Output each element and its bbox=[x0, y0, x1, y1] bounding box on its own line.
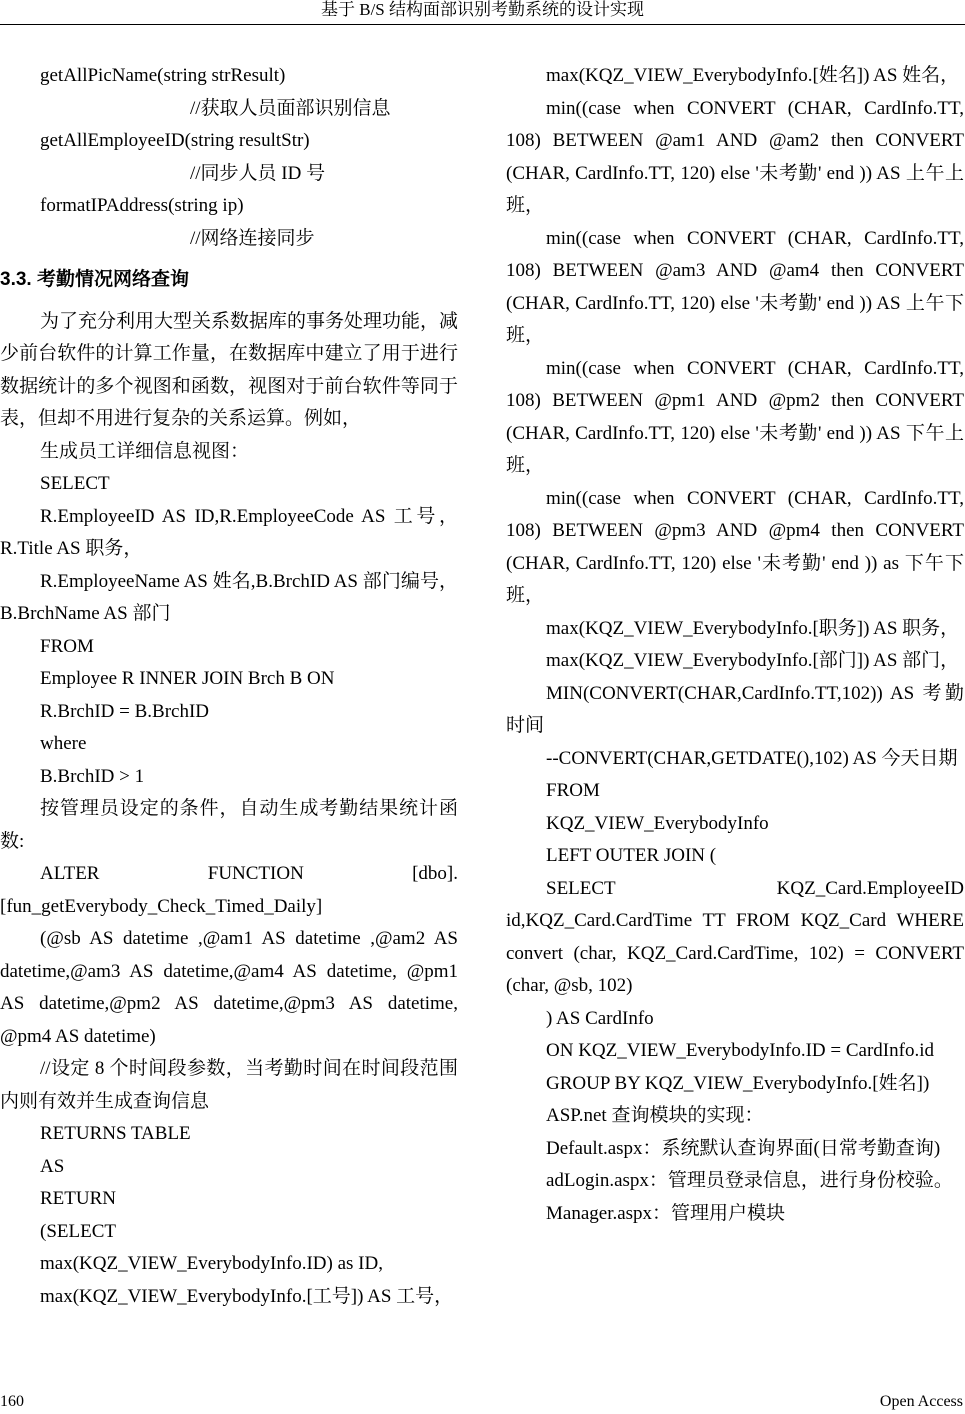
code-line: max(KQZ_VIEW_EverybodyInfo.ID) as ID, bbox=[40, 1253, 383, 1274]
header-rule bbox=[0, 24, 965, 25]
paragraph: Manager.aspx：管理用户模块 bbox=[546, 1202, 786, 1224]
code-line: max(KQZ_VIEW_EverybodyInfo.[部门]) AS 部门， bbox=[546, 650, 960, 671]
paragraph: 按管理员设定的条件，自动生成考勤结果统计函数: bbox=[0, 798, 458, 852]
code-line: max(KQZ_VIEW_EverybodyInfo.[姓名]) AS 姓名， bbox=[546, 65, 960, 86]
code-line: RETURN bbox=[40, 1188, 116, 1209]
code-line: SELECT KQZ_Card.EmployeeID id,KQZ_Card.CardTime TT FROM KQZ_Card WHERE convert (char, KQZ_Card.CardTime, 102) = CONVERT (char, @sb, 102) bbox=[506, 877, 964, 996]
right-column bbox=[506, 60, 964, 1230]
code-line: max(KQZ_VIEW_EverybodyInfo.[职务]) AS 职务， bbox=[546, 617, 960, 639]
paragraph: ASP.net 查询模块的实现： bbox=[546, 1105, 764, 1126]
code-line: AS bbox=[40, 1155, 65, 1177]
paragraph: Default.aspx：系统默认查询界面(日常考勤查询) bbox=[546, 1137, 941, 1159]
code-line: FROM bbox=[40, 635, 94, 657]
paragraph: adLogin.aspx：管理员登录信息，进行身份校验。 bbox=[546, 1170, 953, 1191]
code-line: R.EmployeeName AS 姓名,B.BrchID AS 部门编号，B.BrchName AS 部门 bbox=[0, 570, 458, 624]
section-heading: 3.3. 考勤情况网络查询 bbox=[0, 269, 189, 290]
code-line: ) AS CardInfo bbox=[546, 1007, 654, 1029]
code-comment: //同步人员 ID 号 bbox=[190, 162, 326, 184]
code-line: where bbox=[40, 733, 87, 754]
code-line: (SELECT bbox=[40, 1220, 116, 1242]
code-line: ON KQZ_VIEW_EverybodyInfo.ID = CardInfo.id bbox=[546, 1040, 934, 1061]
code-line: max(KQZ_VIEW_EverybodyInfo.[工号]) AS 工号， bbox=[40, 1285, 454, 1307]
code-line: min((case when CONVERT (CHAR, CardInfo.TT, 108) BETWEEN @pm1 AND @pm2 then CONVERT (CHAR, CardInfo.TT, 120) else '未考勤' end )) AS 下午上班， bbox=[506, 357, 964, 476]
code-line: RETURNS TABLE bbox=[40, 1123, 191, 1144]
publisher-label: Open Access bbox=[879, 1393, 963, 1410]
running-header: 基于 B/S 结构面部识别考勤系统的设计实现 bbox=[320, 0, 645, 19]
code-line: (@sb AS datetime ,@am1 AS datetime ,@am2 AS datetime,@am3 AS datetime,@am4 AS datetime, @pm1 AS datetime,@pm2 AS datetime,@pm3 AS datetime, @pm4 AS datetime) bbox=[0, 928, 458, 1047]
code-block-top bbox=[0, 60, 458, 255]
code-line: SELECT bbox=[40, 473, 110, 494]
code-line: getAllPicName(string strResult) bbox=[40, 65, 286, 86]
code-line: --CONVERT(CHAR,GETDATE(),102) AS 今天日期 bbox=[546, 747, 958, 769]
code-line: ALTER FUNCTION [dbo]. [fun_getEverybody_Check_Timed_Daily] bbox=[0, 863, 458, 917]
code-line: MIN(CONVERT(CHAR,CardInfo.TT,102)) AS 考勤时间 bbox=[506, 682, 964, 736]
code-comment: //设定 8 个时间段参数，当考勤时间在时间段范围内则有效并生成查询信息 bbox=[0, 1058, 458, 1112]
page-number: 160 bbox=[0, 1393, 24, 1410]
paragraph: 生成员工详细信息视图： bbox=[40, 440, 250, 462]
left-body bbox=[0, 306, 458, 1314]
code-line: min((case when CONVERT (CHAR, CardInfo.TT, 108) BETWEEN @pm3 AND @pm4 then CONVERT (CHAR, CardInfo.TT, 120) else '未考勤' end )) as 下午下班， bbox=[506, 487, 964, 606]
code-line: getAllEmployeeID(string resultStr) bbox=[40, 130, 310, 151]
code-line: LEFT OUTER JOIN ( bbox=[546, 845, 717, 866]
code-line: GROUP BY KQZ_VIEW_EverybodyInfo.[姓名]) bbox=[546, 1072, 930, 1094]
code-line: B.BrchID > 1 bbox=[40, 765, 145, 787]
code-comment: //网络连接同步 bbox=[190, 227, 315, 249]
code-line: R.EmployeeID AS ID,R.EmployeeCode AS 工号，R.Title AS 职务， bbox=[0, 505, 458, 559]
code-line: FROM bbox=[546, 780, 600, 801]
paragraph: 为了充分利用大型关系数据库的事务处理功能，减少前台软件的计算工作量，在数据库中建立了用于进行数据统计的多个视图和函数，视图对于前台软件等同于表，但却不用进行复杂的关系运算。例如， bbox=[0, 310, 459, 429]
left-column bbox=[0, 60, 458, 1313]
code-line: KQZ_VIEW_EverybodyInfo bbox=[546, 812, 769, 834]
code-line: min((case when CONVERT (CHAR, CardInfo.TT, 108) BETWEEN @am3 AND @am4 then CONVERT (CHAR, CardInfo.TT, 120) else '未考勤' end )) AS 上午下班， bbox=[506, 227, 964, 346]
code-line: min((case when CONVERT (CHAR, CardInfo.TT, 108) BETWEEN @am1 AND @am2 then CONVERT (CHAR, CardInfo.TT, 120) else '未考勤' end )) AS 上午上班， bbox=[506, 97, 964, 216]
code-comment: //获取人员面部识别信息 bbox=[190, 97, 391, 119]
code-line: Employee R INNER JOIN Brch B ON bbox=[40, 668, 335, 689]
code-line: formatIPAddress(string ip) bbox=[40, 195, 244, 216]
code-line: R.BrchID = B.BrchID bbox=[40, 700, 210, 722]
